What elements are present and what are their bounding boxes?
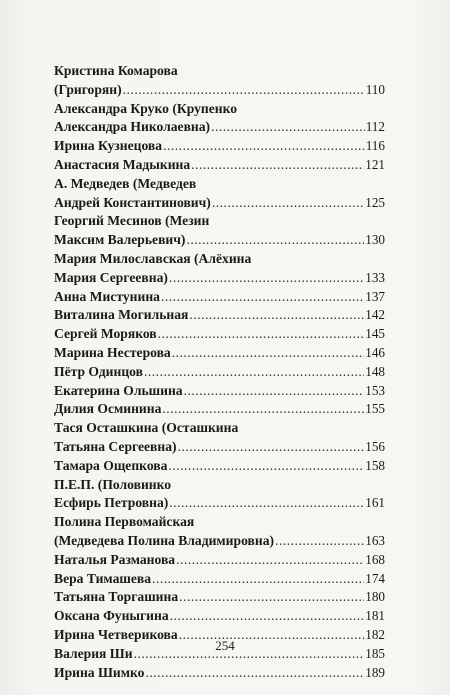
toc-entry-line: [54, 363, 385, 382]
author-name: Александра Круко (Крупенко: [54, 100, 238, 116]
toc-entry: [54, 551, 385, 570]
author-name: (Медведева Полина Владимировна): [54, 532, 275, 548]
author-name: Валерия Ши: [54, 645, 133, 661]
toc-entry: [54, 664, 385, 683]
toc-entry: [54, 476, 385, 514]
toc-entry: [54, 513, 385, 551]
page-reference: 110: [365, 81, 385, 97]
toc-entry-line: [54, 137, 385, 156]
page-reference: 142: [365, 307, 385, 323]
dot-leader: [212, 194, 364, 213]
toc-entry-line: [54, 476, 385, 495]
dot-leader: [275, 532, 364, 551]
toc-entry: [54, 607, 385, 626]
dot-leader: [161, 288, 364, 307]
toc-entry-line: [54, 513, 385, 532]
toc-entry-line: [54, 419, 385, 438]
toc-entry: [54, 570, 385, 589]
toc-entry-line: [54, 269, 385, 288]
author-name: Ирина Четверикова: [54, 626, 178, 642]
toc-entry-line: [54, 194, 385, 213]
author-name: Пётр Одинцов: [54, 363, 143, 379]
toc-entry: [54, 382, 385, 401]
toc-entry-line: [54, 551, 385, 570]
toc-entry: [54, 306, 385, 325]
dot-leader: [186, 231, 364, 250]
author-name: Тася Осташкина (Осташкина: [54, 420, 239, 436]
page-reference: 153: [365, 382, 385, 398]
author-name: Татьяна Сергеевна): [54, 438, 177, 454]
toc-entry-line: [54, 231, 385, 250]
toc-entry: [54, 363, 385, 382]
toc-entry: [54, 419, 385, 457]
author-name: А. Медведев (Медведев: [54, 175, 197, 191]
toc-entry: [54, 62, 385, 100]
page-reference: 125: [365, 194, 385, 210]
page-reference: 148: [365, 363, 385, 379]
dot-leader: [145, 664, 364, 683]
page-reference: 185: [365, 645, 385, 661]
author-name: Мария Милославская (Алёхина: [54, 250, 252, 266]
dot-leader: [176, 551, 364, 570]
toc-entry-line: [54, 588, 385, 607]
toc-entry-line: [54, 288, 385, 307]
author-name: Александра Николаевна): [54, 119, 211, 135]
page-reference: 168: [365, 551, 385, 567]
author-name: Мария Сергеевна): [54, 269, 168, 285]
page-reference: 174: [365, 570, 385, 586]
toc-entry-line: [54, 400, 385, 419]
page-reference: 156: [365, 438, 385, 454]
toc-entry-line: [54, 457, 385, 476]
toc-entry-line: [54, 250, 385, 269]
toc-entry-line: [54, 382, 385, 401]
dot-leader: [168, 457, 364, 476]
page-reference: 155: [365, 401, 385, 417]
toc-entry-line: [54, 532, 385, 551]
dot-leader: [179, 588, 364, 607]
dot-leader: [162, 400, 364, 419]
toc-entry-line: [54, 81, 385, 100]
author-name: Анна Мистунина: [54, 288, 160, 304]
toc-entry-line: [54, 570, 385, 589]
toc-entry: [54, 250, 385, 288]
toc-entry-line: [54, 212, 385, 231]
author-name: Наталья Разманова: [54, 551, 176, 567]
author-name: Дилия Осминина: [54, 401, 162, 417]
dot-leader: [189, 306, 364, 325]
author-name: Георгий Месинов (Мезин: [54, 213, 210, 229]
toc-entry: [54, 325, 385, 344]
toc-entry: [54, 175, 385, 213]
page-reference: 180: [365, 589, 385, 605]
author-name: П.Е.П. (Половинко: [54, 476, 172, 492]
dot-leader: [170, 607, 365, 626]
toc-entry: [54, 288, 385, 307]
toc-entry: [54, 212, 385, 250]
author-name: Ирина Шимко: [54, 664, 145, 680]
author-name: Максим Валерьевич): [54, 232, 186, 248]
page-reference: 146: [365, 344, 385, 360]
dot-leader: [178, 438, 365, 457]
page-reference: 121: [365, 156, 385, 172]
dot-leader: [184, 382, 365, 401]
dot-leader: [158, 325, 365, 344]
author-name: (Григорян): [54, 81, 122, 97]
dot-leader: [172, 344, 364, 363]
author-name: Анастасия Мадыкина: [54, 156, 191, 172]
toc-entry-line: [54, 664, 385, 683]
author-name: Полина Первомайская: [54, 514, 195, 530]
toc-entry: [54, 400, 385, 419]
toc-entry-line: [54, 344, 385, 363]
page-reference: 133: [365, 269, 385, 285]
toc-entry-line: [54, 175, 385, 194]
toc-entry: [54, 137, 385, 156]
toc-entry: [54, 156, 385, 175]
dot-leader: [169, 269, 364, 288]
author-name: Виталина Могильная: [54, 307, 189, 323]
page-reference: 182: [365, 626, 385, 642]
toc-entry-line: [54, 100, 385, 119]
author-name: Екатерина Ольшина: [54, 382, 183, 398]
author-name: Татьяна Торгашина: [54, 589, 179, 605]
dot-leader: [211, 118, 365, 137]
dot-leader: [169, 494, 364, 513]
page-reference: 161: [365, 495, 385, 511]
toc-entry: [54, 344, 385, 363]
toc-entry-line: [54, 607, 385, 626]
toc-entry-line: [54, 118, 385, 137]
page-reference: 158: [365, 457, 385, 473]
toc-entry: [54, 457, 385, 476]
page-reference: 189: [365, 664, 385, 680]
page-reference: 137: [365, 288, 385, 304]
page-reference: 145: [365, 326, 385, 342]
author-name: Ирина Кузнецова: [54, 138, 163, 154]
author-name: Есфирь Петровна): [54, 495, 169, 511]
page-reference: 163: [365, 532, 385, 548]
page-reference: 112: [365, 119, 385, 135]
toc-entry-line: [54, 438, 385, 457]
author-name: Вера Тимашева: [54, 570, 152, 586]
dot-leader: [163, 137, 365, 156]
author-name: Кристина Комарова: [54, 63, 178, 78]
dot-leader: [144, 363, 364, 382]
toc-entry-line: [54, 494, 385, 513]
dot-leader: [123, 81, 365, 100]
toc-entry-line: [54, 306, 385, 325]
author-name: Тамара Ощепкова: [54, 457, 168, 473]
page-reference: 116: [365, 138, 385, 154]
author-name: Марина Нестерова: [54, 344, 171, 360]
toc-entry-line: [54, 325, 385, 344]
table-of-contents: [54, 62, 385, 682]
dot-leader: [191, 156, 364, 175]
toc-entry-line: [54, 156, 385, 175]
author-name: Оксана Фуныгина: [54, 608, 169, 624]
toc-entry: [54, 100, 385, 138]
page-number: 254: [215, 638, 235, 653]
dot-leader: [152, 570, 364, 589]
author-name: Андрей Константинович): [54, 194, 211, 210]
toc-entry-line: [54, 62, 385, 81]
author-name: Сергей Моряков: [54, 326, 157, 342]
page-reference: 130: [365, 232, 385, 248]
toc-entry: [54, 588, 385, 607]
page-reference: 181: [365, 608, 385, 624]
